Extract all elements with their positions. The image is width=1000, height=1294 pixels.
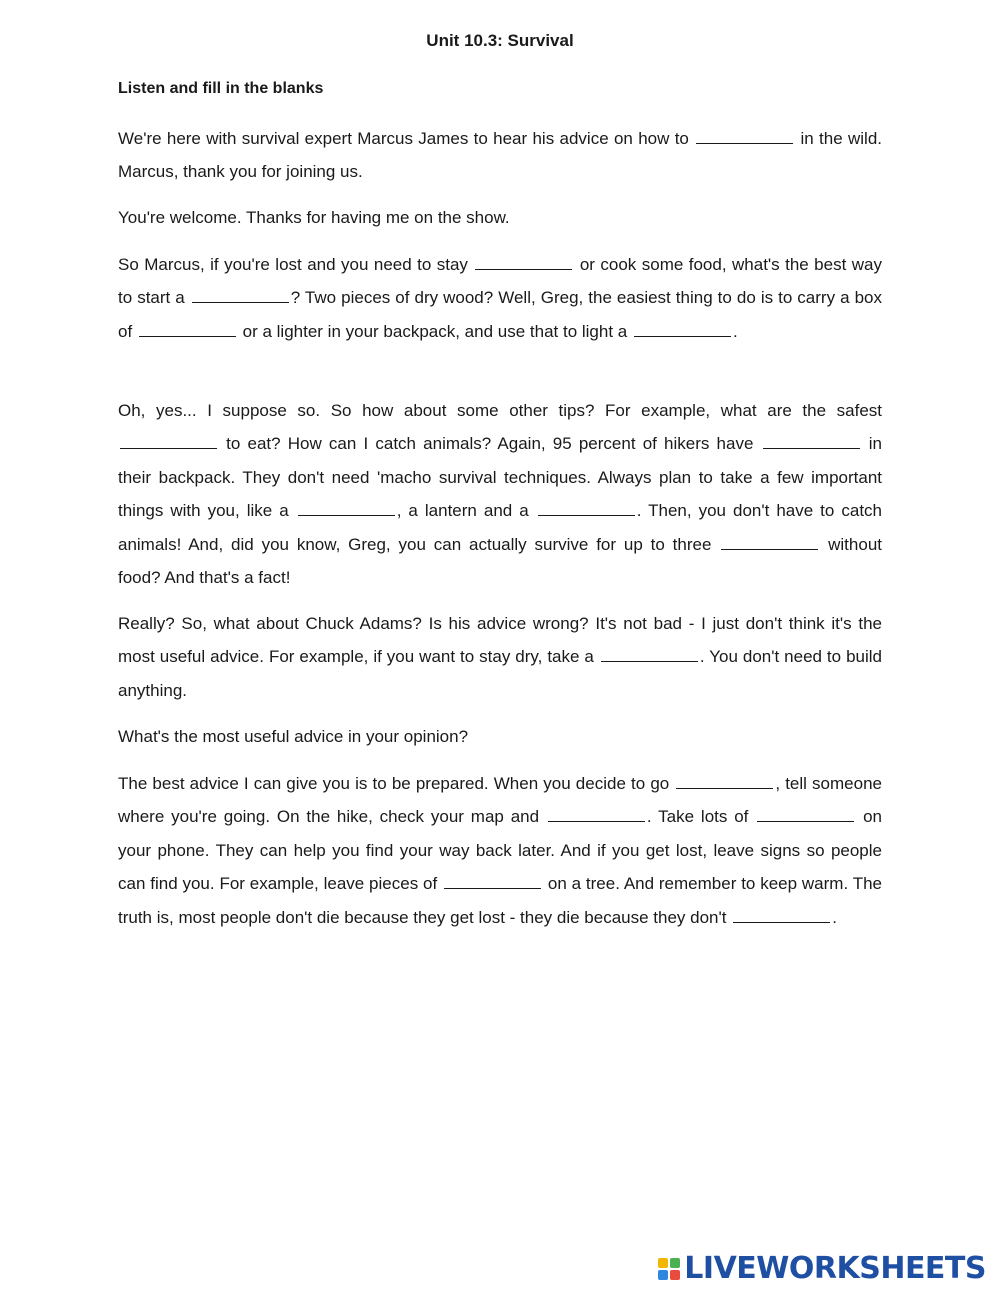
paragraph-text: on a tree. And remember to keep warm. The truth is, most people don't die because they get lost - they die because they don't [118, 874, 882, 927]
paragraph [118, 394, 882, 594]
paragraph-text: Oh, yes... I suppose so. So how about some other tips? For example, what are the safest [118, 401, 882, 420]
paragraph-text: What's the most useful advice in your opinion? [118, 727, 469, 746]
logo-square [670, 1258, 680, 1268]
logo-square [658, 1270, 668, 1280]
paragraph-text: . [832, 907, 837, 927]
liveworksheets-logo-icon [658, 1258, 680, 1280]
blank-input[interactable] [676, 769, 773, 789]
paragraph [118, 607, 882, 707]
paragraph-text: in the wild. Marcus, thank you for joining us. [118, 129, 882, 182]
blank-input[interactable] [192, 283, 289, 303]
paragraph-text: We're here with survival expert Marcus James to hear his advice on how to [118, 129, 695, 148]
paragraph-text: to eat? How can I catch animals? Again, 95 percent of hikers have [219, 434, 761, 454]
paragraph-text: , a lantern and a [396, 501, 536, 521]
paragraph [118, 201, 882, 234]
blank-input[interactable] [139, 317, 236, 337]
paragraph-text: You're welcome. Thanks for having me on the show. [118, 208, 510, 227]
paragraph-text: on your phone. They can help you find your way back later. And if you get lost, leave signs so people can find you. For example, leave pieces of [118, 807, 882, 894]
blank-input[interactable] [298, 496, 395, 516]
liveworksheets-logo [658, 1251, 986, 1286]
paragraph-text: . Then, you don't have to catch animals! And, did you know, Greg, you can actually survive for up to three [118, 501, 882, 554]
blank-input[interactable] [721, 530, 818, 550]
paragraph [118, 248, 882, 348]
logo-text: LIVEWORKSHEETS [684, 1251, 986, 1286]
paragraph-text: or cook some food, what's the best way to start a [118, 255, 882, 308]
paragraph-text: . Take lots of [646, 807, 756, 827]
blank-input[interactable] [475, 250, 572, 270]
paragraph-text: . [732, 321, 738, 341]
paragraph-text: . You don't need to build anything. [118, 647, 882, 700]
logo-square [658, 1258, 668, 1268]
paragraph-text: Really? So, what about Chuck Adams? Is his advice wrong? It's not bad - I just don't think it's the most useful advice. For example, if you want to stay dry, take a [118, 614, 882, 667]
blank-input[interactable] [444, 869, 541, 889]
instruction-heading: Listen and fill in the blanks [118, 80, 324, 97]
blank-input[interactable] [120, 429, 217, 449]
paragraph [118, 767, 882, 934]
paragraph-text: , tell someone where you're going. On the hike, check your map and [118, 774, 882, 827]
paragraph [118, 720, 882, 753]
blank-input[interactable] [601, 642, 698, 662]
blank-input[interactable] [696, 124, 793, 144]
blank-input[interactable] [757, 802, 854, 822]
blank-input[interactable] [548, 802, 645, 822]
blank-input[interactable] [634, 317, 731, 337]
blank-input[interactable] [763, 429, 860, 449]
paragraph [118, 122, 882, 189]
paragraph-text: The best advice I can give you is to be prepared. When you decide to go [118, 774, 675, 793]
logo-square [670, 1270, 680, 1280]
paragraph-text: ? Two pieces of dry wood? Well, Greg, the easiest thing to do is to carry a box of [118, 288, 882, 341]
paragraph-text: or a lighter in your backpack, and use that to light a [237, 321, 632, 341]
paragraph-text: So Marcus, if you're lost and you need to stay [118, 255, 474, 274]
blank-input[interactable] [733, 903, 830, 923]
paragraph-text: in their backpack. They don't need 'macho survival techniques. Always plan to take a few important things with you, like a [118, 434, 882, 521]
paragraph-text: without food? And that's a fact! [118, 534, 882, 588]
blank-input[interactable] [538, 496, 635, 516]
page-title: Unit 10.3: Survival [426, 31, 574, 50]
